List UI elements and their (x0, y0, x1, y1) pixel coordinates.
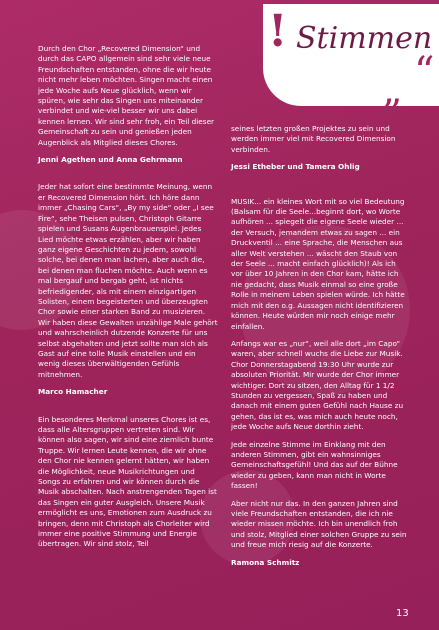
testimonial-text: Jeder hat sofort eine bestimmte Meinung, wenn er Recovered Dimension hört. Ich höre dann immer „Chasing Cars“, „By my side“ oder „I see Fire“, sehe Theisen pulsen, Christoph Gitarre spielen und Susans Augenbrauenspiel. Jedes Lied möchte etwas erzählen, aber wir haben ganz eigene Geschichten zu jedem, sowohl solche, bei denen man lachen, aber auch die, bei denen man fluchen möchte. Auch wenn es mal bergauf und bergab geht, ist nichts befriedigender, als mit einem einzigartigen Solisten, einem begeisterten und überzeugten Chor sowie einer starken Band zu musizieren. Wir haben diese Gewalten unzählige Male gehört und wahrscheinlich dutzende Konzerte für uns selbst abgehalten und jetzt sollte man sich als Gast auf eine tolle Musik einstellen und ein wenig dieses überwältigenden Gefühls mitnehmen. (38, 182, 218, 379)
quote-open-icon: “ (414, 49, 435, 95)
testimonial-signature: Jenni Agethen und Anna Gehrmann (38, 155, 183, 165)
testimonial-text: MUSIK... ein kleines Wort mit so viel Bedeutung (Balsam für die Seele...beginnt dort, wo Worte aufhören ... spiegelt die eigene Seele wieder ... der Versuch, jemandem etwas zu sagen ... ein Druckventil ... eine Sprache, die Menschen aus aller Welt verstehen ... wäscht den Staub von der Seele ... macht einfach glücklich)! Als ich vor über 10 Jahren in den Chor kam, hätte ich nie gedacht, dass Musik einmal so eine große Rolle in meinem Leben spielen würde. Ich hätte mich mit den o.g. Aussagen nicht identifizieren können. Heute würden mir noch einige mehr einfallen. (231, 196, 405, 331)
testimonial-text: Aber nicht nur das. In den ganzen Jahren sind viele Freundschaften entstanden, die ich nie wieder missen möchte. Ich bin unendlich froh und stolz, Mitglied einer solchen Gruppe zu sein und freue mich riesig auf die Konzerte. (231, 498, 407, 550)
testimonial-text: Jede einzelne Stimme im Einklang mit den anderen Stimmen, gibt ein wahnsinniges Gemeinschaftsgefühl! Und das auf der Bühne wieder zu geben, kann man nicht in Worte fassen! (231, 439, 398, 491)
quote-close-icon: „ (382, 67, 403, 113)
right-column (231, 124, 409, 592)
exclamation-mark: ! (268, 6, 288, 57)
testimonial-text: Durch den Chor „Recovered Dimension“ und durch das CAPO allgemein sind sehr viele neue Freundschaften entstanden, ohne die wir heute nicht mehr leben möchten. Singen macht einen jede Woche aufs Neue glücklich, wenn wir spüren, wie sehr das Singen uns miteinander verbindet und wie-viel besser wir uns dabei kennen lernen. Wir sind sehr froh, ein Teil dieser Gemeinschaft zu sein und genießen jeden Augenblick als Mitglied dieses Chores. (38, 44, 215, 147)
testimonial-signature: Jessi Etheber und Tamera Ohlig (231, 162, 360, 172)
testimonial-signature: Marco Hamacher (38, 387, 108, 397)
testimonial-signature: Ramona Schmitz (231, 557, 300, 567)
testimonial-text: Anfangs war es „nur“, weil alle dort „im Capo“ waren, aber schnell wuchs die Liebe zur Musik. Chor Donnerstagabend 19:30 Uhr wurde zur absoluten Priorität. Mir wurde der Chor immer wichtiger. Dort zu sitzen, den Alltag für 1 1/2 Stunden zu vergessen, Spaß zu haben und danach mit einem guten Gefühl nach Hause zu gehen, das ist es, was mich auch heute noch, jede Woche aufs Neue dorthin zieht. (231, 338, 404, 432)
page-title: Stimmen (296, 21, 433, 56)
testimonial-text: Ein besonderes Merkmal unseres Chores ist es, dass alle Altersgruppen vertreten sind. Wir können also sagen, wir sind eine ziemlich bunte Truppe. Wir lernen Leute kennen, die wir ohne den Chor nie kennen gelernt hätten, wir haben die Möglichkeit, neue Musikrichtungen und Songs zu erfahren und wir können durch die Musik abschalten. Nach anstrengenden Tagen ist das Singen ein guter Ausgleich. Unsere Musik ermöglicht es uns, Emotionen zum Ausdruck zu bringen, denn mit Christoph als Chorleiter wird immer eine positive Stimmung und Energie übertragen. Wir sind stolz, Teil (38, 414, 217, 549)
left-column (38, 44, 218, 557)
testimonial-text: seines letzten großen Projektes zu sein und werden immer viel mit Recovered Dimension verbinden. (231, 124, 396, 154)
page-number: 13 (396, 608, 409, 619)
